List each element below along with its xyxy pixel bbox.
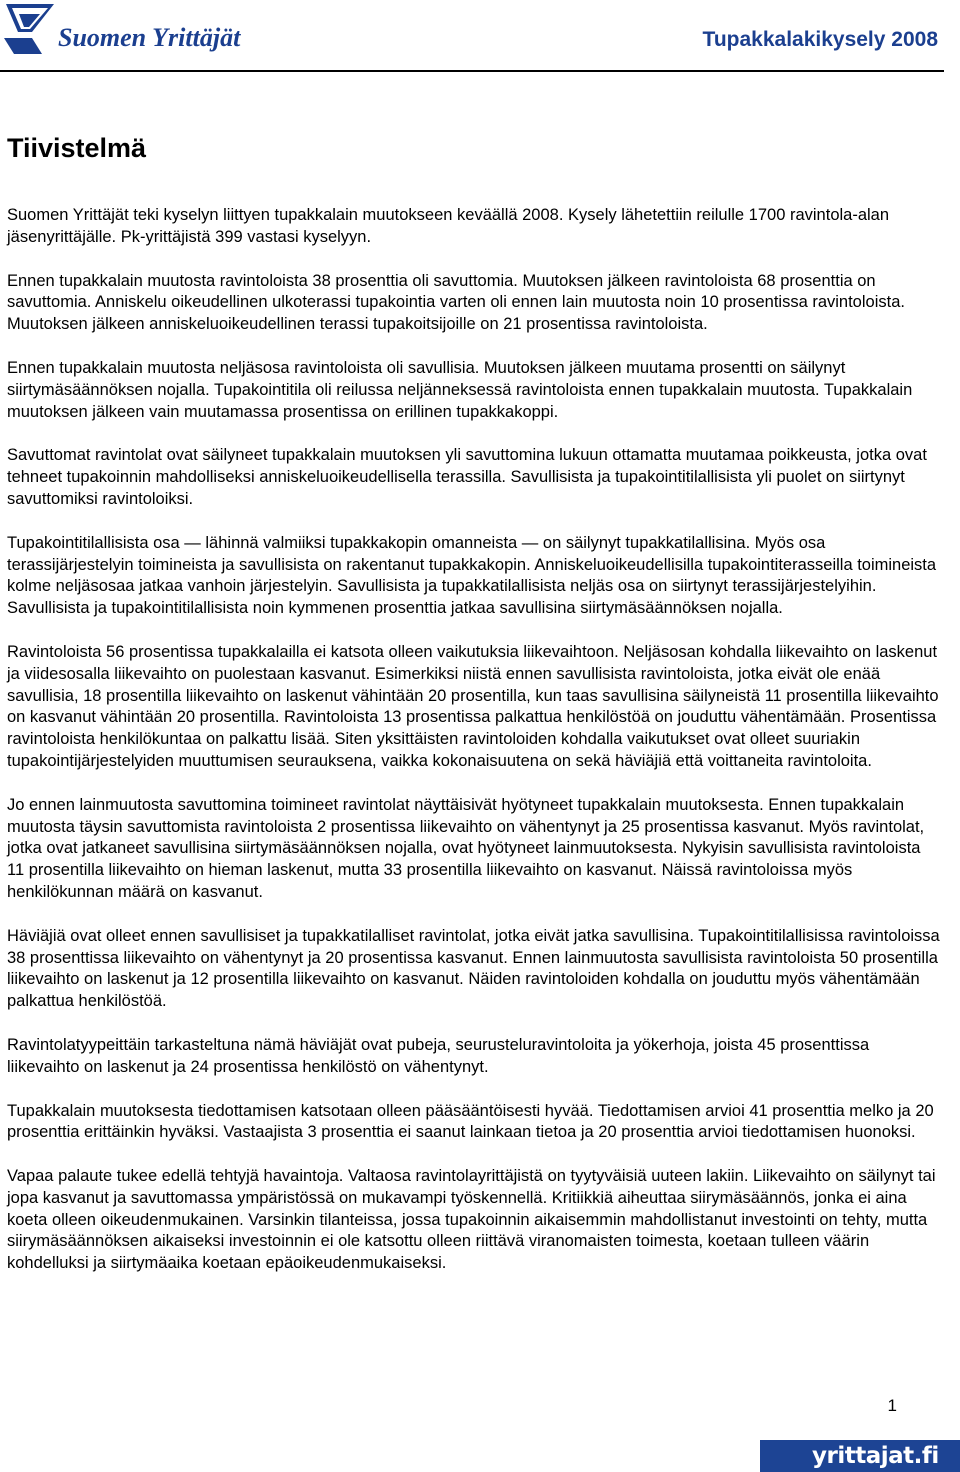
header-divider (0, 70, 944, 72)
page-header (0, 0, 960, 72)
suomen-yrittajat-logo (2, 2, 272, 62)
paragraph: Vapaa palaute tukee edellä tehtyjä havaintoja. Valtaosa ravintolayrittäjistä on tyytyväisiä uuteen lakiin. Liikevaihto on säilynyt tai jopa kasvanut ja savuttomassa ympäristössä on mukavampi työskennellä. Kritiikkiä aiheuttaa siirymäsäännös, jonka ei aina koeta olleen oikeudenmukainen. Varsinkin tilanteissa, jossa tupakoinnin aikaisemmin mahdollistanut investointi on tehty, mutta siirymäsäännöksen aikaiseksi investoinnin ei ole katsottu olleen riittävä viranomaisten toimesta, koetaan tulleen väärin kohdelluksi ja siirtymäaika koetaan epäoikeudenmukaiseksi. (7, 1167, 936, 1273)
summary-body (7, 205, 942, 1297)
page-title: Tiivistelmä (7, 133, 147, 163)
page-number: 1 (887, 1396, 897, 1415)
footer-brand-text: yrittajat.fi (812, 1443, 939, 1469)
paragraph: Suomen Yrittäjät teki kyselyn liittyen tupakkalain muutokseen keväällä 2008. Kysely lähetettiin reilulle 1700 ravintola-alan jäsenyrittäjälle. Pk-yrittäjistä 399 vastasi kyselyyn. (7, 206, 890, 246)
paragraph: Tupakkalain muutoksesta tiedottamisen katsotaan olleen pääsääntöisesti hyvää. Tiedottamisen arvioi 41 prosenttia melko ja 20 prosenttia erittäinkin hyväksi. Vastaajista 3 prosenttia ei saanut lainkaan tietoa ja 20 prosenttia arvioi tiedottamisen huonoksi. (7, 1101, 934, 1142)
logo-mark-icon (2, 2, 272, 62)
paragraph: Häviäjiä ovat olleet ennen savullisiset ja tupakkatilalliset ravintolat, jotka eivät jatka savullisina. Tupakointitilallisissa ravintoloissa 38 prosenttissa liikevaihto on vähentynyt ja 20 prosentissa kasvanut. Ennen lainmuutosta savullisista ravintoloista 50 prosentilla liikevaihto on laskenut ja 12 prosentilla liikevaihto on kasvanut. Näiden ravintoloiden kohdalla on jouduttu myös vähentämään palkattua henkilöstöä. (7, 926, 940, 1011)
paragraph: Jo ennen lainmuutosta savuttomina toimineet ravintolat näyttäisivät hyötyneet tupakkalain muutoksesta. Ennen tupakkalain muutosta täysin savuttomista ravintoloista 2 prosentissa liikevaihto on vähentynyt ja 25 prosentissa kasvanut. Myös ravintolat, jotka ovat jatkaneet savullisina siirtymäsäännöksen nojalla, ovat hyötyneet lainmuutoksesta. Nykyisin savullisista ravintoloista 11 prosentilla liikevaihto on hieman laskenut, mutta 33 prosentilla liikevaihto on kasvanut. Näissä ravintoloissa myös henkilökunnan määrä on kasvanut. (7, 795, 925, 901)
paragraph: Ravintoloista 56 prosentissa tupakkalailla ei katsota olleen vaikutuksia liikevaihtoon. Neljäsosan kohdalla liikevaihto on laskenut ja viidesosalla liikevaihto on puolestaan kasvanut. Esimerkiksi niistä ennen savullisista ravintoloista, jotka eivät ole enää savullisia, 18 prosentilla liikevaihto on laskenut vähintään 20 prosentilla, kun taas savullisina säilyneistä 11 prosentilla liikevaihto on kasvanut vähintään 20 prosentilla. Ravintoloista 13 prosentissa palkattua henkilöstöä on jouduttu vähentämään. Prosentissa ravintoloista henkilökuntaa on palkattu lisää. Siten yksittäisten ravintoloiden kohdalla vaikutukset ovat olleet suuriakin tupakointijärjestelyiden muuttumisen seurauksena, vaikka kokonaisuutena on sekä häviäjiä että voittaneita ravintoloita. (7, 642, 939, 770)
paragraph: Tupakointitilallisista osa — lähinnä valmiiksi tupakkakopin omanneista — on säilynyt tupakkatilallisina. Myös osa terassijärjestelyin toimineista ja savullisista on rakentanut tupakkakopin. Anniskeluoikeudellisilla tupakointiterasseilla toimineista kolme neljäsosaa jatkaa vanhoin järjestelyin. Savullisista ja tupakkatilallisista neljäs osa on siirtynyt terassijärjestelyihin. Savullisista ja tupakointitilallisista noin kymmenen prosenttia jatkaa savullisina siirtymäsäännöksen nojalla. (7, 533, 937, 618)
paragraph: Ennen tupakkalain muutosta ravintoloista 38 prosenttia oli savuttomia. Muutoksen jälkeen ravintoloista 68 prosenttia on savuttomia. Anniskelu oikeudellinen ulkoterassi tupakointia varten oli ennen lain muutosta noin 10 prosentissa ravintoloista. Muutoksen jälkeen anniskeluoikeudellinen terassi tupakoitsijoille on 21 prosentissa ravintoloista. (7, 271, 905, 334)
footer-brand-logo (760, 1440, 960, 1472)
paragraph: Ennen tupakkalain muutosta neljäsosa ravintoloista oli savullisia. Muutoksen jälkeen muutama prosentti on säilynyt siirtymäsäännöksen nojalla. Tupakointitila oli reilussa neljänneksessä ravintoloista ennen tupakkalain muutosta. Tupakkalain muutoksen jälkeen vain muutamassa prosentissa on erillinen tupakkakoppi. (7, 358, 913, 421)
report-title: Tupakkalakikysely 2008 (702, 28, 938, 51)
paragraph: Ravintolatyypeittäin tarkasteltuna nämä häviäjät ovat pubeja, seurusteluravintoloita ja yökerhoja, joista 45 prosenttissa liikevaihto on laskenut ja 24 prosentissa henkilöstö on vähentynyt. (7, 1035, 870, 1076)
paragraph: Savuttomat ravintolat ovat säilyneet tupakkalain muutoksen yli savuttomina lukuun ottamatta muutamaa poikkeusta, jotka ovat tehneet tupakoinnin mahdolliseksi anniskeluoikeudellisella terassilla. Savullisista ja tupakointitilallisista yli puolet on siirtynyt savuttomiksi ravintoloiksi. (7, 446, 927, 508)
logo-text: Suomen Yrittäjät (58, 23, 241, 52)
